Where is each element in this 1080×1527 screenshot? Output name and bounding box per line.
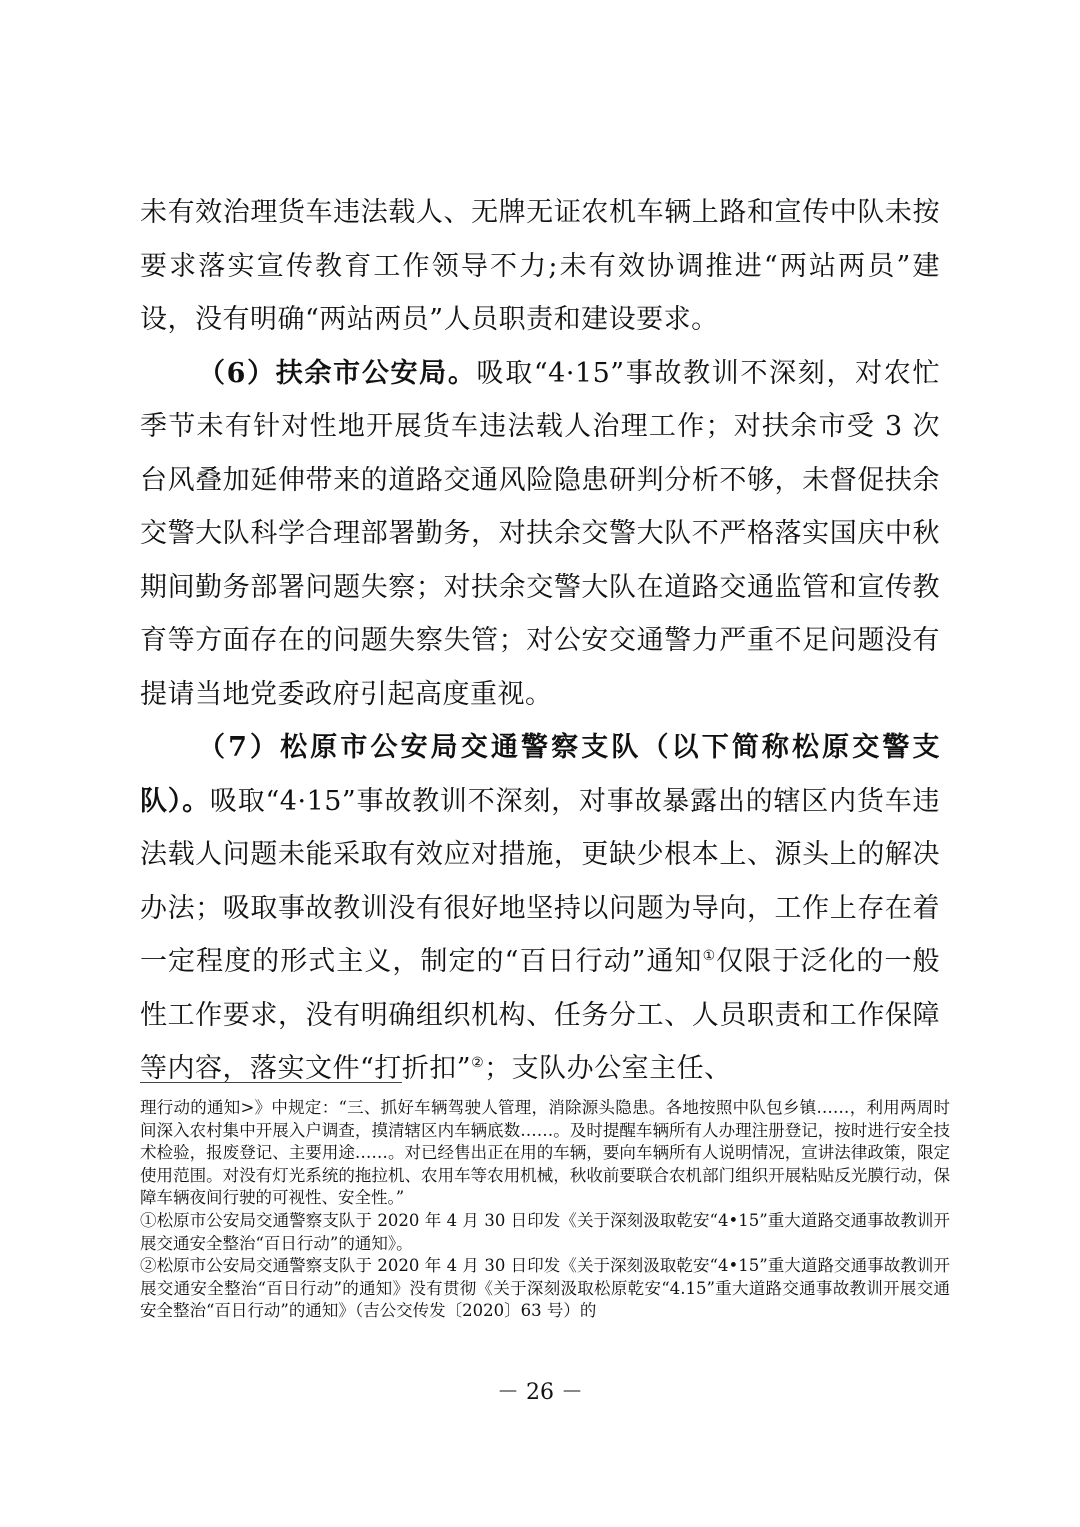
footnote-2: ②松原市公安局交通警察支队于 2020 年 4 月 30 日印发《关于深刻汲取乾安“4•15”重大道路交通事故教训开展交通安全整治“百日行动”的通知》没有贯彻《关于深刻汲取松原乾安“4.15”重大道路交通事故教训开展交通安全整治“百日行动”的通知》（吉公交传发〔2020〕63 号）的 bbox=[140, 1256, 950, 1321]
section-heading: （6）扶余市公安局。 bbox=[198, 357, 477, 389]
paragraph-continuation bbox=[140, 186, 940, 347]
page-number: － 26 － bbox=[497, 1380, 583, 1405]
paragraph-text: 吸取“4·15”事故教训不深刻，对事故暴露出的辖区内货车违法载人问题未能采取有效应对措施，更缺少根本上、源头上的解决办法；吸取事故教训没有很好地坚持以问题为导向，工作上存在着一定程度的形式主义，制定的“百日行动”通知 bbox=[140, 785, 940, 977]
paragraph-text: ；支队办公室主任、 bbox=[484, 1053, 732, 1084]
footnote-continuation: 理行动的通知>》中规定：“三、抓好车辆驾驶人管理，消除源头隐患。各地按照中队包乡镇……，利用两周时间深入农村集中开展入户调查，摸清辖区内车辆底数……。及时提醒车辆所有人办理注册登记，按时进行安全技术检验，报废登记、主要用途……。对已经售出正在用的车辆，要向车辆所有人说明情况，宣讲法律政策，限定使用范围。对没有灯光系统的拖拉机、农用车等农用机械，秋收前要联合农机部门组织开展粘贴反光膜行动，保障车辆夜间行驶的可视性、安全性。” bbox=[140, 1098, 950, 1208]
section-heading: （7）松原市公安局交通警察支队（以下简称松原交警支队）。 bbox=[140, 732, 940, 817]
footnote-ref-1[interactable]: ① bbox=[702, 948, 717, 964]
footnote-1: ①松原市公安局交通警察支队于 2020 年 4 月 30 日印发《关于深刻汲取乾安“4•15”重大道路交通事故教训开展交通安全整治“百日行动”的通知》。 bbox=[140, 1210, 950, 1253]
paragraph-fuyu-police bbox=[140, 347, 940, 722]
paragraph-text: 吸取“4·15”事故教训不深刻，对农忙季节未有针对性地开展货车违法载人治理工作；对扶余市受 3 次台风叠加延伸带来的道路交通风险隐患研判分析不够，未督促扶余交警大队科学合理部署勤务，对扶余交警大队不严格落实国庆中秋期间勤务部署问题失察；对扶余交警大队在道路交通监管和宣传教育等方面存在的问题失察失管；对公安交通警力严重不足问题没有提请当地党委政府引起高度重视。 bbox=[140, 357, 940, 710]
paragraph-text: 仅限于泛化的一般性工作要求，没有明确组织机构、任务分工、人员职责和工作保障等内容，落实文件“打折扣” bbox=[140, 946, 941, 1084]
footnotes bbox=[140, 1097, 950, 1323]
paragraph-songyuan-traffic-police bbox=[140, 721, 940, 1096]
footnote-ref-2[interactable]: ② bbox=[471, 1055, 485, 1071]
paragraph-text: 未有效治理货车违法载人、无牌无证农机车辆上路和宣传中队未按要求落实宣传教育工作领导不力;未有效协调推进“两站两员”建设，没有明确“两站两员”人员职责和建设要求。 bbox=[140, 197, 940, 335]
footnote-divider bbox=[140, 1082, 402, 1083]
body-text bbox=[140, 186, 940, 1096]
